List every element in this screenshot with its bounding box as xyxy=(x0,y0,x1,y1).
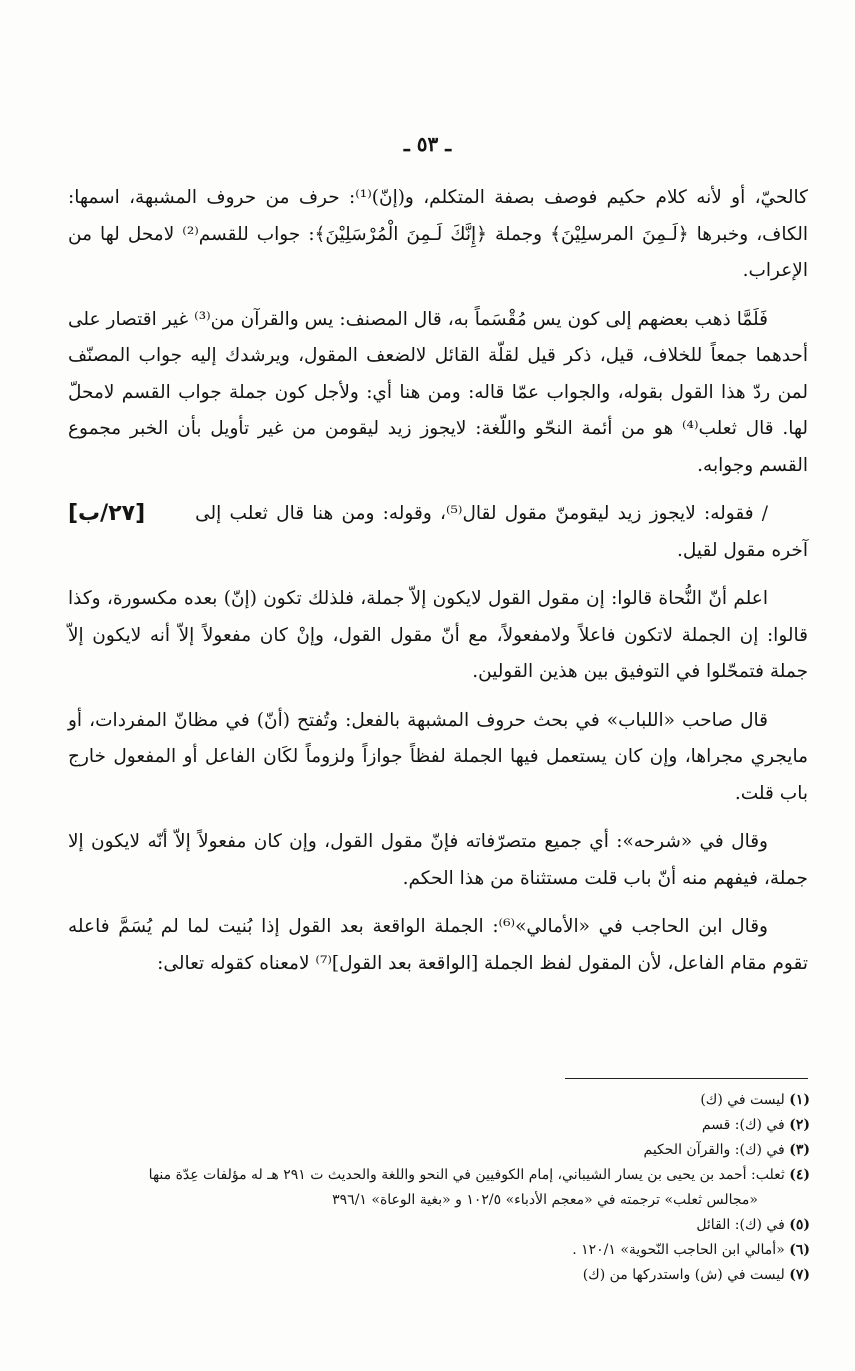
footnote-7 xyxy=(68,1263,810,1288)
footnote-number: (٣) xyxy=(789,1142,810,1158)
footnote-text: في (ك): قسم xyxy=(701,1117,785,1133)
paragraph-6: وقال في «شرحه»: أي جميع متصرّفاته فإنّ مقول القول، وإن كان مفعولاً إلاّ أنّه لايكون إلا جملة، فيفهم منه أنّ باب قلت مستثناة من هذا الحكم. xyxy=(68,831,808,889)
footnote-6 xyxy=(68,1238,810,1263)
body-text xyxy=(68,180,808,994)
footnotes xyxy=(68,1088,810,1288)
paragraph-1: كالحيّ، أو لأنه كلام حكيم فوصف بصفة المتكلم، و(إنّ)⁽¹⁾: حرف من حروف المشبهة، اسمها: الكاف، وخبرها ﴿لَـمِنَ المرسلِيْنَ﴾ وجملة ﴿إِنَّكَ لَـمِنَ الْمُرْسَلِيْنَ﴾: جواب للقسم⁽²⁾ لامحل لها من الإعراب. xyxy=(68,187,808,281)
paragraph-2: فَلَمَّا ذهب بعضهم إلى كون يس مُقْسَماً به، قال المصنف: يس والقرآن من⁽³⁾ غير اقتصار على أحدهما جمعاً للخلاف، قيل، ذكر قيل لقلّة القائل لالضعف المقول، ويرشدك إليه جواب المصنّف لمن ردّ هذا القول بقوله، والجواب عمّا قاله: ومن هنا أي: ولأجل كون جملة جواب القسم لامحلّ لها. قال ثعلب⁽⁴⁾ هو من أئمة النحّو واللّغة: لايجوز زيد ليقومن من غير تأويل بأن الخبر مجموع القسم وجوابه. xyxy=(68,308,808,476)
footnote-text: ليست في (ش) واستدركها من (ك) xyxy=(582,1267,785,1283)
footnote-text: في (ك): القائل xyxy=(696,1217,785,1233)
footnote-number: (٧) xyxy=(789,1267,810,1283)
footnote-number: (٦) xyxy=(789,1242,810,1258)
footnote-5 xyxy=(68,1213,810,1238)
paragraph-7: وقال ابن الحاجب في «الأمالي»⁽⁶⁾: الجملة الواقعة بعد القول إذا بُنيت لما لم يُسَمَّ فاعله تقوم مقام الفاعل، لأن المقول لفظ الجملة [الواقعة بعد القول]⁽⁷⁾ لامعناه كقوله تعالى: xyxy=(68,916,808,974)
footnote-text: «أمالي ابن الحاجب النّحوية» ١٢٠/١ . xyxy=(572,1242,785,1258)
footnote-number: (٤) xyxy=(789,1167,810,1183)
footnote-rule xyxy=(565,1078,808,1079)
footnote-continuation: «مجالس ثعلب» ترجمته في «معجم الأدباء» ١٠٢/٥ و «بغية الوعاة» ٣٩٦/١ xyxy=(332,1192,758,1208)
page-number: ـ ٥٣ ـ xyxy=(403,132,452,156)
paragraph-3-text: / فقوله: لايجوز زيد ليقومنّ مقول لقال⁽⁵⁾، وقوله: ومن هنا قال ثعلب إلى آخره مقول لقيل. xyxy=(195,503,808,561)
footnote-number: (٢) xyxy=(789,1117,810,1133)
footnote-text: في (ك): والقرآن الحكيم xyxy=(643,1142,785,1158)
footnote-2 xyxy=(68,1113,810,1138)
footnote-text: ثعلب: أحمد بن يحيى بن يسار الشيباني، إمام الكوفيين في النحو واللغة والحديث ت ٢٩١ هـ له مؤلفات عِدّة منها xyxy=(148,1167,785,1183)
paragraph-4: اعلم أنّ النُّحاة قالوا: إن مقول القول لايكون إلاّ جملة، فلذلك تكون (إنّ) بعده مكسورة، وكذا قالوا: إن الجملة لاتكون فاعلاً ولامفعولاً، مع أنّ مقول القول، وإنْ كان مفعولاً إلاّ أنه لايكون إلاّ جملة فتمحّلوا في التوفيق بين هذين القولين. xyxy=(68,588,808,682)
footnote-4 xyxy=(68,1163,810,1213)
paragraph-5: قال صاحب «اللباب» في بحث حروف المشبهة بالفعل: وتُفتح (أنّ) في مظانّ المفردات، أو مايجري مجراها، وإن كان يستعمل فيها الجملة لفظاً جوازاً ولزوماً لكَان الفاعل أو المفعول خارج باب قلت. xyxy=(68,709,808,804)
paragraph-3 xyxy=(68,496,808,569)
footnote-1 xyxy=(68,1088,810,1113)
footnote-text: ليست في (ك) xyxy=(700,1092,785,1108)
footnote-3 xyxy=(68,1138,810,1163)
footnote-number: (١) xyxy=(789,1092,810,1108)
footnote-number: (٥) xyxy=(789,1217,810,1233)
folio-marker: [٢٧/ب] xyxy=(68,501,146,526)
